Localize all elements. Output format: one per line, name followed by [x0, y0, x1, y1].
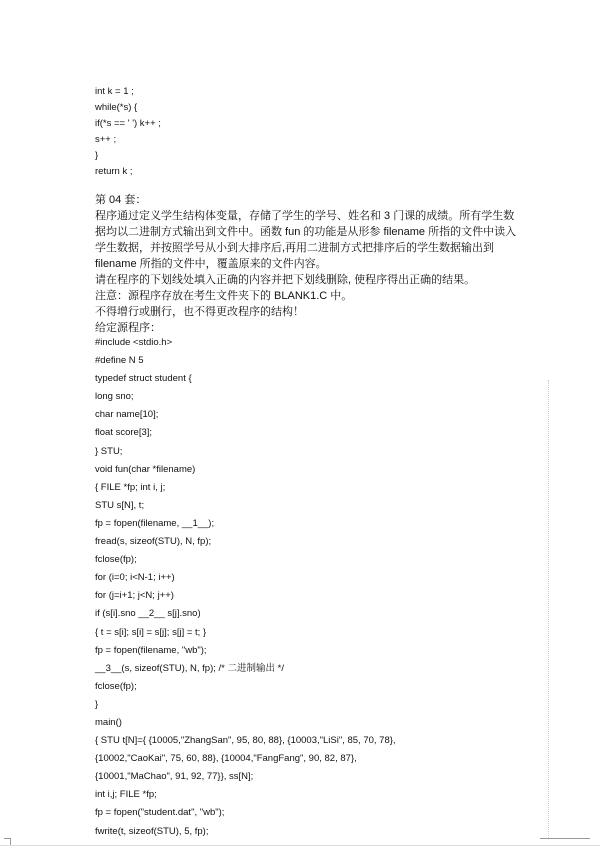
code-line: #define N 5 — [95, 355, 144, 367]
corner-mark-left — [4, 838, 11, 845]
code-line: {10002,"CaoKai", 75, 60, 88}, {10004,"FangFang", 90, 82, 87}, — [95, 753, 357, 765]
corner-mark-right — [540, 838, 590, 845]
code-line: { FILE *fp; int i, j; — [95, 481, 166, 493]
warning-text: 不得增行或删行，也不得更改程序的结构！ — [95, 306, 304, 318]
code-line: int i,j; FILE *fp; — [95, 789, 157, 801]
code-line: __3__(s, sizeof(STU), N, fp); /* 二进制输出 */ — [95, 662, 284, 674]
code-line: } — [95, 150, 99, 161]
code-line: fread(s, sizeof(STU), N, fp); — [95, 536, 212, 548]
code-line: if(*s == ' ') k++ ; — [95, 118, 161, 129]
code-line: { t = s[i]; s[i] = s[j]; s[j] = t; } — [95, 626, 207, 638]
code-block-main — [95, 334, 555, 841]
problem-section — [95, 192, 525, 336]
code-line: while(*s) { — [95, 102, 138, 113]
margin-rule — [548, 380, 549, 838]
code-block-top — [95, 84, 555, 180]
code-line: int k = 1 ; — [95, 86, 134, 97]
code-line: if (s[i].sno __2__ s[j].sno) — [95, 608, 201, 620]
code-line: return k ; — [95, 166, 133, 177]
section-heading: 第 04 套： — [95, 194, 147, 206]
code-line: s++ ; — [95, 134, 117, 145]
problem-description: 程序通过定义学生结构体变量，存储了学生的学号、姓名和 3 门课的成绩。所有学生数据均以二进制方式输出到文件中。函数 fun 的功能是从形参 filename 所指的文件中读入学生数据，并按照学号从小到大排序后,再用二进制方式把排序后的学生数据输出到 filename 所指的文件中，覆盖原来的文件内容。 — [95, 210, 517, 270]
code-line: float score[3]; — [95, 427, 153, 439]
code-line: } — [95, 698, 99, 710]
code-line: long sno; — [95, 391, 134, 403]
code-line: { STU t[N]={ {10005,"ZhangSan", 95, 80, 88}, {10003,"LiSi", 85, 70, 78}, — [95, 735, 396, 747]
code-line: fclose(fp); — [95, 680, 137, 692]
code-line: #include <stdio.h> — [95, 337, 173, 348]
code-line: fp = fopen(filename, __1__); — [95, 517, 215, 529]
code-line: } STU; — [95, 445, 123, 457]
instruction-text: 请在程序的下划线处填入正确的内容并把下划线删除, 使程序得出正确的结果。 — [95, 274, 476, 286]
code-line: fclose(fp); — [95, 554, 137, 566]
code-line: fp = fopen(filename, "wb"); — [95, 644, 207, 656]
code-line: typedef struct student { — [95, 373, 192, 385]
code-line: {10001,"MaChao", 91, 92, 77}}, ss[N]; — [95, 771, 254, 783]
code-line: STU s[N], t; — [95, 499, 145, 511]
code-line: fp = fopen("student.dat", "wb"); — [95, 807, 225, 819]
code-line: fwrite(t, sizeof(STU), 5, fp); — [95, 825, 209, 837]
code-line: char name[10]; — [95, 409, 159, 421]
code-line: for (i=0; i<N-1; i++) — [95, 572, 175, 584]
code-line: for (j=i+1; j<N; j++) — [95, 590, 174, 602]
source-label: 给定源程序： — [95, 322, 161, 334]
note-text: 注意：源程序存放在考生文件夹下的 BLANK1.C 中。 — [95, 290, 353, 302]
code-line: main() — [95, 716, 122, 728]
page-bottom-divider — [0, 845, 600, 846]
code-line: void fun(char *filename) — [95, 463, 196, 475]
